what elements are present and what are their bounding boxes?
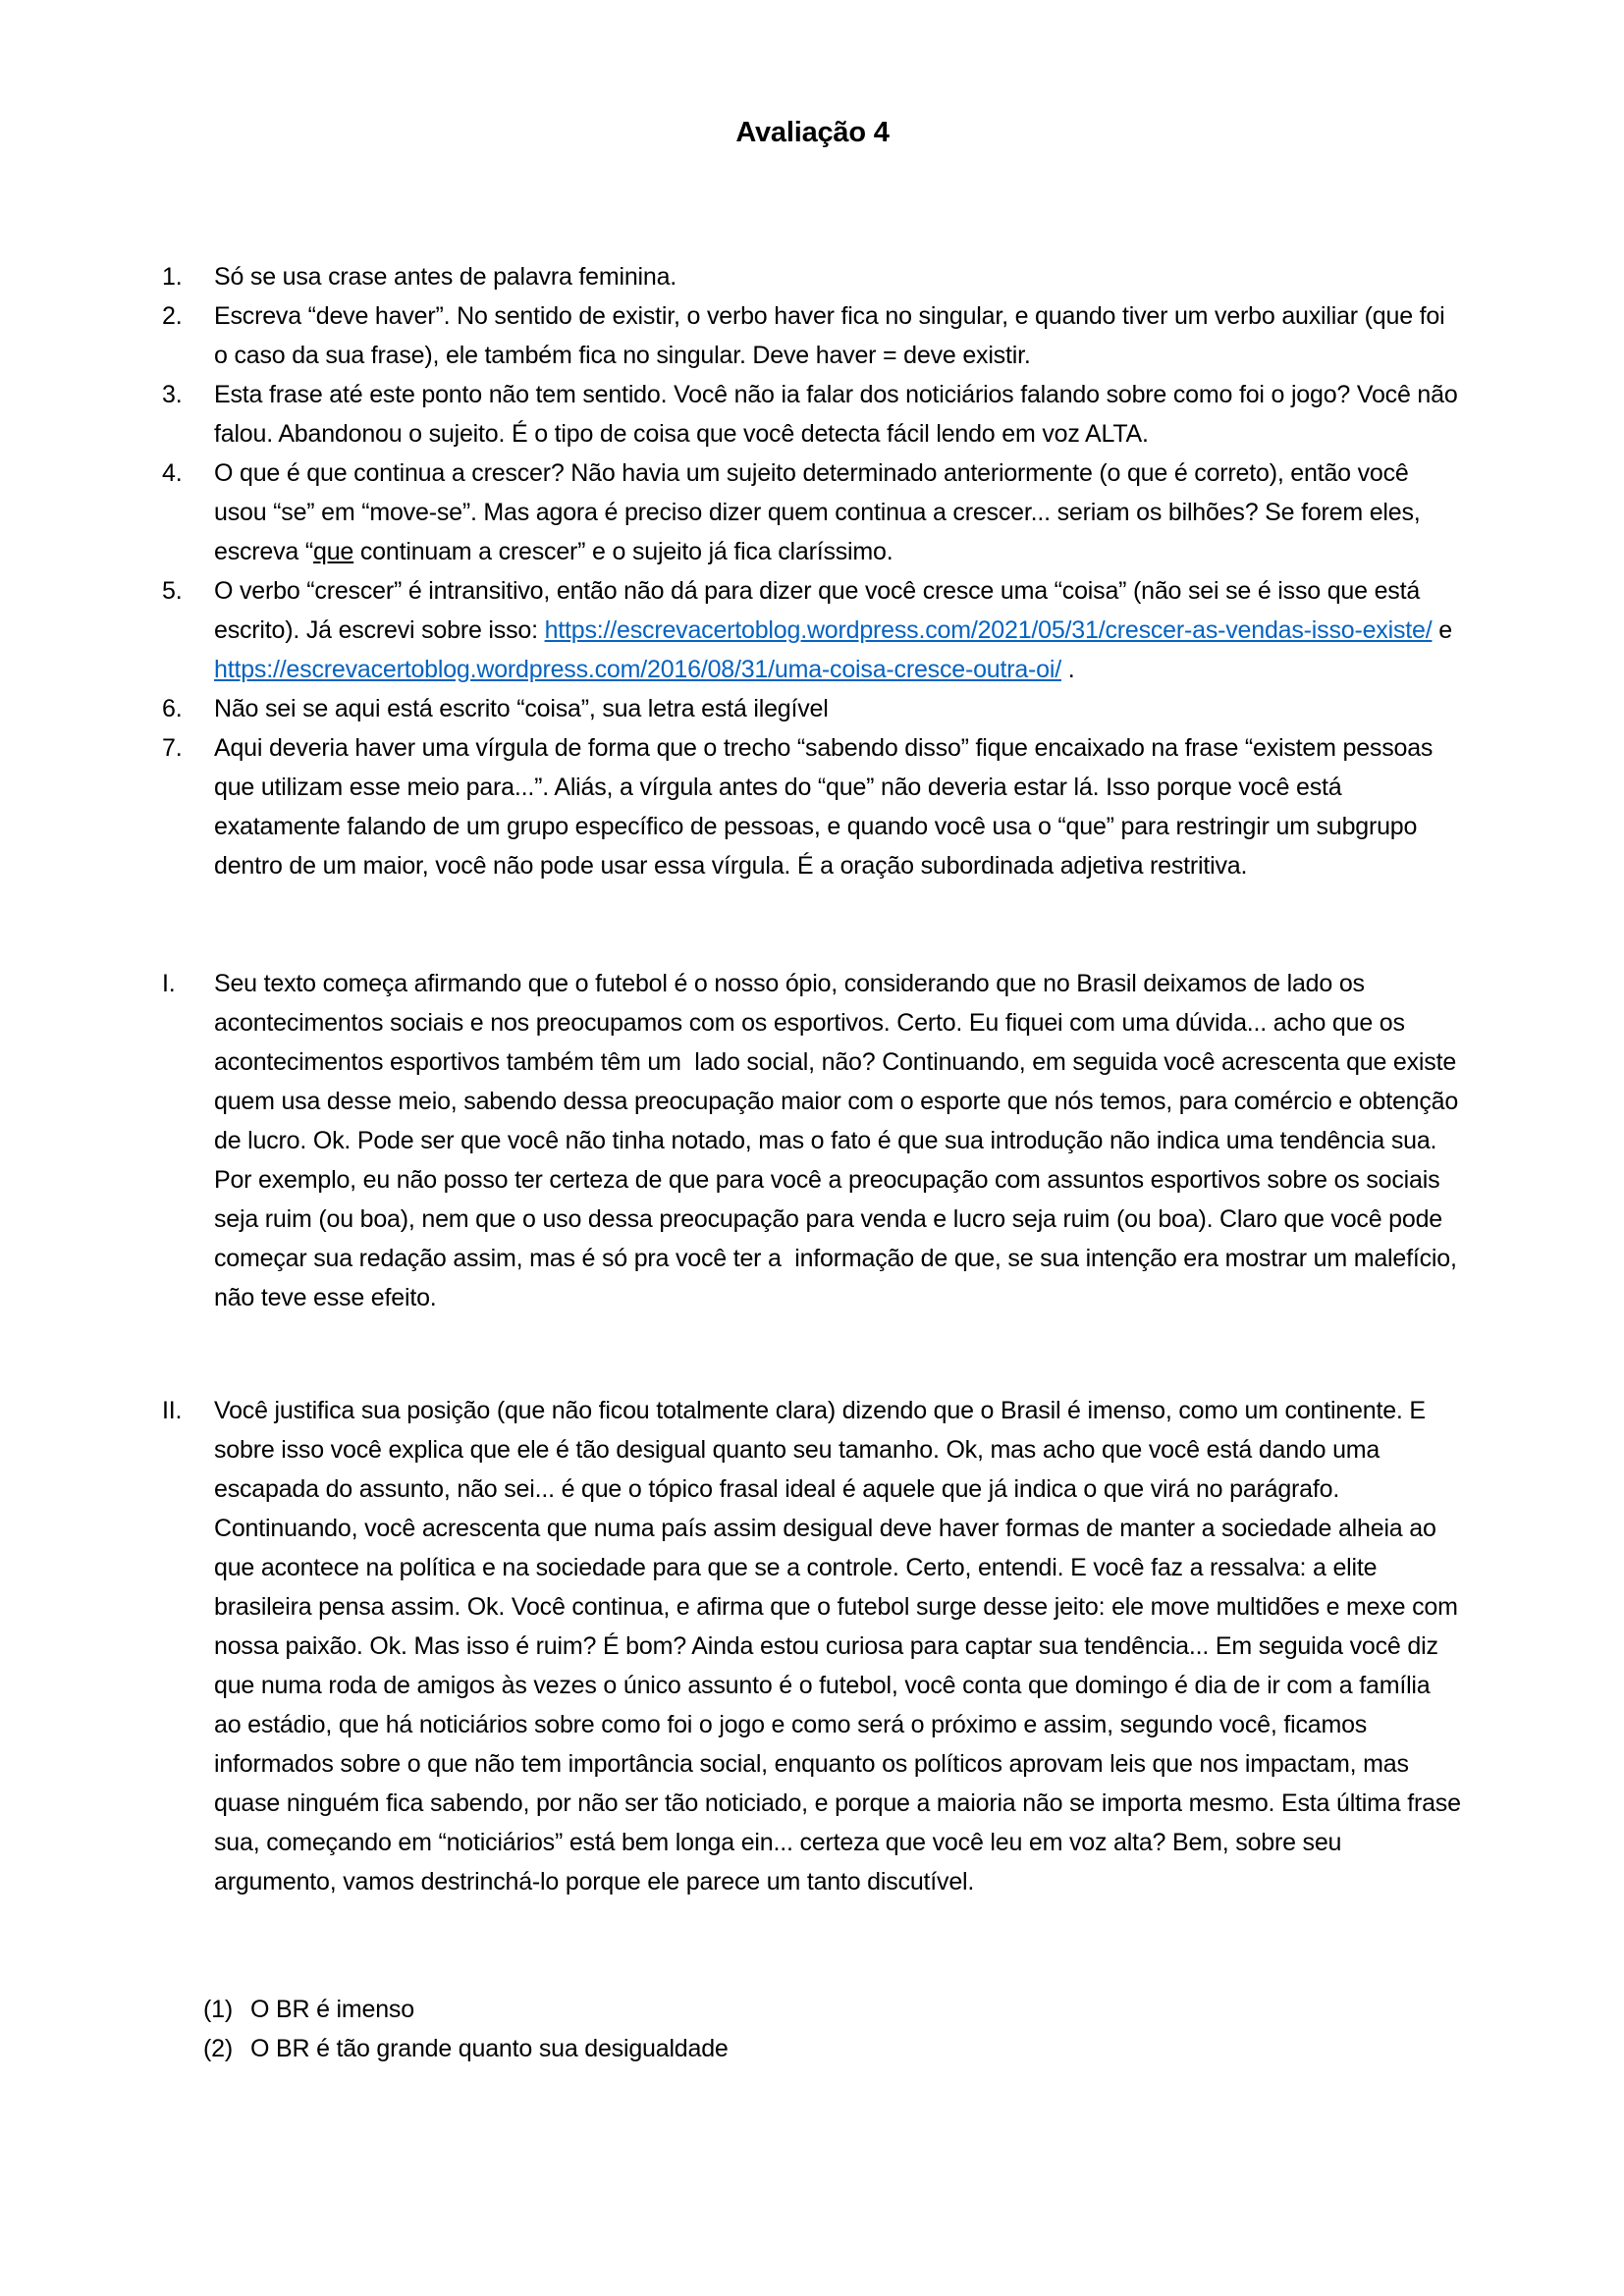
list-item-text: Esta frase até este ponto não tem sentido. Você não ia falar dos noticiários falando sobre como foi o jogo? Você não falou. Abandonou o sujeito. É o tipo de coisa que você detecta fácil lendo em voz ALTA. (214, 381, 1465, 448)
list-item-number: 5. (162, 577, 183, 605)
list-item-number: 3. (162, 381, 183, 408)
roman-numeral: I. (162, 970, 176, 997)
paren-item-text: O BR é tão grande quanto sua desigualdade (250, 2035, 729, 2062)
list-item (203, 1990, 1463, 2029)
list-item-number: 7. (162, 734, 183, 762)
list-item-text: Aqui deveria haver uma vírgula de forma que o trecho “sabendo disso” fique encaixado na frase “existem pessoas que utilizam esse meio para...”. Aliás, a vírgula antes do “que” não deveria estar lá. Isso porque você está exatamente falando de um grupo específico de pessoas, e quando você usa o “que” para restringir um subgrupo dentro de um maior, você não pode usar essa vírgula. É a oração subordinada adjetiva restritiva. (214, 734, 1439, 880)
paren-item-number: (2) (203, 2035, 233, 2062)
numbered-feedback-list (162, 257, 1466, 885)
list-item-number: 4. (162, 459, 183, 487)
list-item (203, 2029, 1463, 2068)
list-item (162, 689, 1463, 728)
roman-section-text: Seu texto começa afirmando que o futebol é o nosso ópio, considerando que no Brasil deixamos de lado os acontecimentos sociais e nos preocupamos com os esportivos. Certo. Eu fiquei com uma dúvida... acho que os acontecimentos esportivos também têm um lado social, não? Continuando, em seguida você acrescenta que existe quem usa desse meio, sabendo dessa preocupação maior com o esporte que nós temos, para comércio e obtenção de lucro. Ok. Pode ser que você não tinha notado, mas o fato é que sua introdução não indica uma tendência sua. Por exemplo, eu não posso ter certeza de que para você a preocupação com assuntos esportivos sobre os sociais seja ruim (ou boa), nem que o uso dessa preocupação para venda e lucro seja ruim (ou boa). Claro que você pode começar sua redação assim, mas é só pra você ter a informação de que, se sua intenção era mostrar um malefício, não teve esse efeito. (214, 970, 1465, 1311)
underlined-word: que (313, 538, 354, 565)
roman-section-text: Você justifica sua posição (que não ficou totalmente clara) dizendo que o Brasil é imenso, como um continente. E sobre isso você explica que ele é tão desigual quanto seu tamanho. Ok, mas acho que você está dando uma escapada do assunto, não sei... é que o tópico frasal ideal é aquele que já indica o que virá no parágrafo. Continuando, você acrescenta que numa país assim desigual deve haver formas de manter a sociedade alheia ao que acontece na política e na sociedade para que se a controle. Certo, entendi. E você faz a ressalva: a elite brasileira pensa assim. Ok. Você continua, e afirma que o futebol surge desse jeito: ele move multidões e mexe com nossa paixão. Ok. Mas isso é ruim? É bom? Ainda estou curiosa para captar sua tendência... Em seguida você diz que numa roda de amigos às vezes o único assunto é o futebol, você conta que domingo é dia de ir com a família ao estádio, que há noticiários sobre como foi o jogo e como será o próximo e assim, segundo você, ficamos informados sobre o que não tem importância social, enquanto os políticos aprovam leis que nos impactam, mas quase ninguém fica sabendo, por não ser tão noticiado, e porque a maioria não se importa mesmo. Esta última frase sua, começando em “noticiários” está bem longa ein... certeza que você leu em voz alta? Bem, sobre seu argumento, vamos destrinchá-lo porque ele parece um tanto discutível. (214, 1397, 1468, 1896)
roman-section-ii (162, 1391, 1468, 1901)
list-item-text-segment: O que é que continua a crescer? Não havia um sujeito determinado anteriormente (o que é correto), então você usou “se” em “move-se”. Mas agora é preciso dizer quem continua a crescer... seriam os bilhões? Se forem eles, escreva “ (214, 459, 1428, 565)
list-item-text-segment: continuam a crescer” e o sujeito já fica claríssimo. (353, 538, 893, 565)
paren-item-text: O BR é imenso (250, 1996, 414, 2023)
list-item-text-segment: e (1432, 616, 1466, 644)
list-item-text: Não sei se aqui está escrito “coisa”, sua letra está ilegível (214, 695, 829, 722)
list-item-number: 6. (162, 695, 183, 722)
list-item (162, 257, 1463, 296)
paren-list (162, 1990, 1463, 2068)
blog-link-uma-coisa-cresce[interactable]: https://escrevacertoblog.wordpress.com/2016/08/31/uma-coisa-cresce-outra-oi/ (214, 656, 1061, 683)
roman-section-i (162, 964, 1463, 1317)
list-item-number: 1. (162, 263, 183, 291)
list-item (162, 571, 1466, 689)
list-item-text: Escreva “deve haver”. No sentido de existir, o verbo haver fica no singular, e quando tiver um verbo auxiliar (que foi o caso da sua frase), ele também fica no singular. Deve haver = deve existir. (214, 302, 1452, 369)
list-item (162, 375, 1463, 454)
list-item-number: 2. (162, 302, 183, 330)
list-item-text-segment: . (1061, 656, 1075, 683)
list-item-text (214, 454, 1463, 571)
blog-link-crescer-as-vendas[interactable]: https://escrevacertoblog.wordpress.com/2021/05/31/crescer-as-vendas-isso-existe/ (544, 616, 1433, 644)
list-item (162, 296, 1463, 375)
list-item (162, 728, 1463, 885)
roman-numeral: II. (162, 1397, 183, 1424)
list-item (162, 454, 1463, 571)
page-title: Avaliação 4 (735, 117, 890, 148)
list-item-text-segment: O verbo “crescer” é intransitivo, então não dá para dizer que você cresce uma “coisa” (não sei se é isso que está escrito). Já escrevi sobre isso: (214, 577, 1427, 644)
paren-item-number: (1) (203, 1996, 233, 2023)
list-item-text: Só se usa crase antes de palavra feminina. (214, 263, 677, 291)
list-item-text (214, 571, 1466, 689)
